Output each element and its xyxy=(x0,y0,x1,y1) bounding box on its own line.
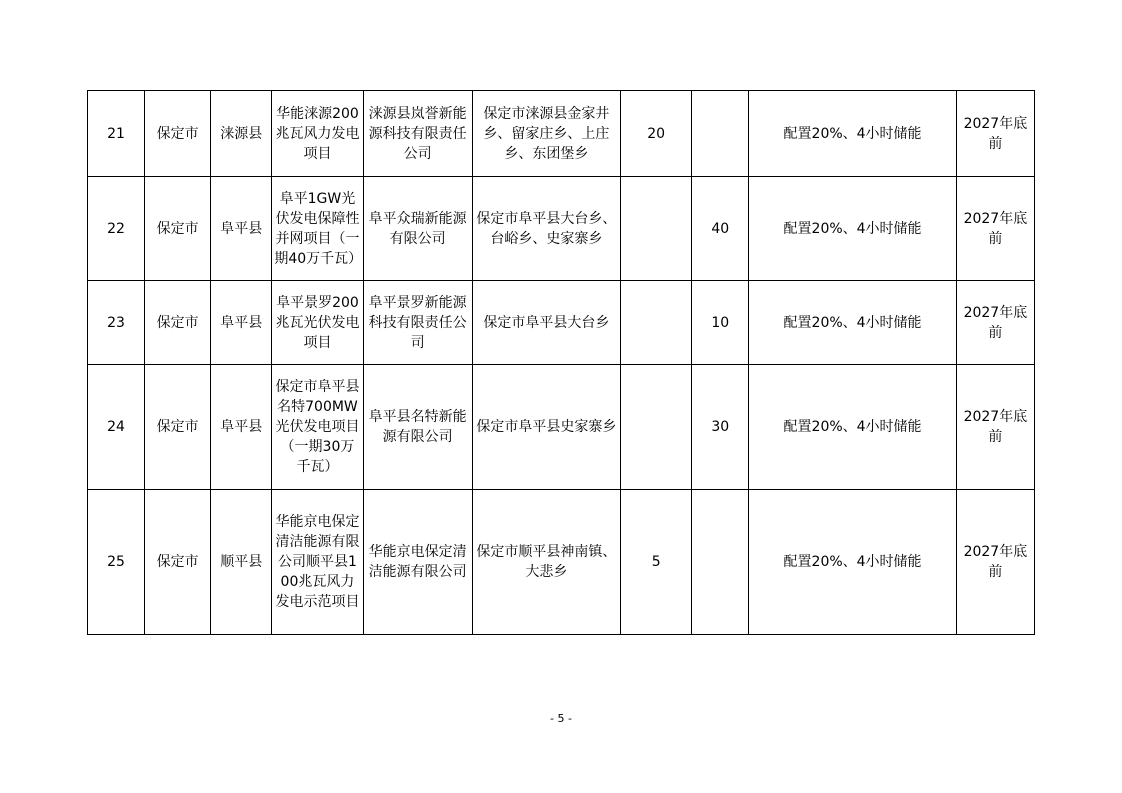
cell-county: 顺平县 xyxy=(211,490,272,635)
cell-wind-capacity xyxy=(621,365,692,490)
cell-county: 阜平县 xyxy=(211,177,272,281)
cell-storage: 配置20%、4小时储能 xyxy=(749,490,956,635)
cell-location: 保定市涞源县金家井乡、留家庄乡、上庄乡、东团堡乡 xyxy=(472,91,620,177)
cell-no: 23 xyxy=(88,281,145,365)
cell-location: 保定市阜平县史家寨乡 xyxy=(472,365,620,490)
cell-project: 阜平1GW光伏发电保障性并网项目（一期40万千瓦） xyxy=(272,177,363,281)
cell-storage: 配置20%、4小时储能 xyxy=(749,91,956,177)
cell-county: 阜平县 xyxy=(211,281,272,365)
cell-solar-capacity: 40 xyxy=(692,177,749,281)
cell-location: 保定市阜平县大台乡 xyxy=(472,281,620,365)
cell-storage: 配置20%、4小时储能 xyxy=(749,365,956,490)
cell-city: 保定市 xyxy=(145,281,211,365)
table-row xyxy=(88,490,1035,635)
cell-wind-capacity xyxy=(621,281,692,365)
cell-no: 22 xyxy=(88,177,145,281)
table-row xyxy=(88,281,1035,365)
cell-city: 保定市 xyxy=(145,490,211,635)
table-row xyxy=(88,91,1035,177)
cell-wind-capacity xyxy=(621,177,692,281)
cell-location: 保定市顺平县神南镇、大悲乡 xyxy=(472,490,620,635)
cell-solar-capacity xyxy=(692,91,749,177)
cell-solar-capacity xyxy=(692,490,749,635)
cell-wind-capacity: 5 xyxy=(621,490,692,635)
cell-storage: 配置20%、4小时储能 xyxy=(749,177,956,281)
table-row xyxy=(88,365,1035,490)
cell-company: 华能京电保定清洁能源有限公司 xyxy=(363,490,472,635)
cell-deadline: 2027年底前 xyxy=(956,177,1034,281)
cell-deadline: 2027年底前 xyxy=(956,281,1034,365)
cell-county: 涞源县 xyxy=(211,91,272,177)
cell-project: 华能京电保定清洁能源有限公司顺平县100兆瓦风力发电示范项目 xyxy=(272,490,363,635)
cell-deadline: 2027年底前 xyxy=(956,365,1034,490)
table-row xyxy=(88,177,1035,281)
cell-project: 华能涞源200兆瓦风力发电项目 xyxy=(272,91,363,177)
cell-no: 24 xyxy=(88,365,145,490)
cell-project: 阜平景罗200兆瓦光伏发电项目 xyxy=(272,281,363,365)
cell-solar-capacity: 10 xyxy=(692,281,749,365)
cell-storage: 配置20%、4小时储能 xyxy=(749,281,956,365)
cell-project: 保定市阜平县名特700MW光伏发电项目（一期30万千瓦） xyxy=(272,365,363,490)
cell-deadline: 2027年底前 xyxy=(956,91,1034,177)
page-number: - 5 - xyxy=(550,712,572,725)
cell-city: 保定市 xyxy=(145,177,211,281)
cell-company: 阜平景罗新能源科技有限责任公司 xyxy=(363,281,472,365)
cell-location: 保定市阜平县大台乡、台峪乡、史家寨乡 xyxy=(472,177,620,281)
cell-solar-capacity: 30 xyxy=(692,365,749,490)
cell-wind-capacity: 20 xyxy=(621,91,692,177)
cell-no: 21 xyxy=(88,91,145,177)
cell-city: 保定市 xyxy=(145,91,211,177)
cell-company: 阜平县名特新能源有限公司 xyxy=(363,365,472,490)
cell-deadline: 2027年底前 xyxy=(956,490,1034,635)
cell-city: 保定市 xyxy=(145,365,211,490)
cell-company: 涞源县岚誉新能源科技有限责任公司 xyxy=(363,91,472,177)
cell-company: 阜平众瑞新能源有限公司 xyxy=(363,177,472,281)
project-table xyxy=(87,90,1035,635)
cell-county: 阜平县 xyxy=(211,365,272,490)
cell-no: 25 xyxy=(88,490,145,635)
